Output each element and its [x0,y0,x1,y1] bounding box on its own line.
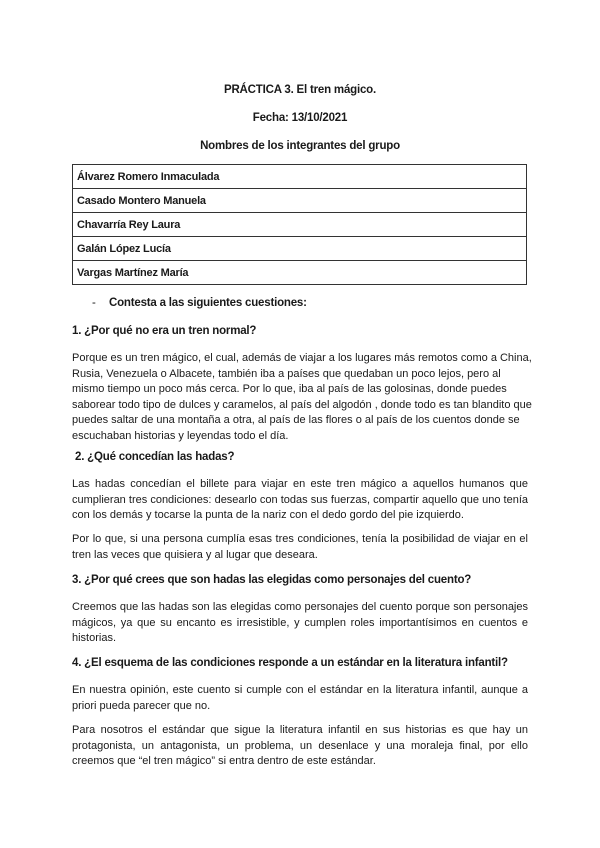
question-4-heading: 4. ¿El esquema de las condiciones responde a un estándar en la literatura infantil? [72,657,508,669]
member-name: Álvarez Romero Inmaculada [73,165,527,189]
question-1-answer-1: Porque es un tren mágico, el cual, además de viajar a los lugares más remotos como a China, Rusia, Venezuela o Albacete, también iba a países que quedaban un poco lejos, pero al mismo tiempo un poco más cerca. Por lo que, iba al país de las golosinas, donde puedes saborear todo tipo de dulces y caramelos, al país del algodón , donde todo es tan blandito que puedes saltar de una montaña a otra, al país de las flores o al país de los cuentos donde se escuchaban historias y leyendas todo el día. [72,352,532,442]
question-2-answer-2: Por lo que, si una persona cumplía esas tres condiciones, tenía la posibilidad de viajar en el tren las veces que quisiera y al lugar que deseara. [72,533,528,561]
member-name: Casado Montero Manuela [73,189,527,213]
question-3-answer-1: Creemos que las hadas son las elegidas como personajes del cuento porque son personajes mágicos, ya que su encanto es irresistible, y cumplen roles importantísimos en cuentos e historias. [72,601,528,644]
members-table [72,164,527,285]
member-name: Chavarría Rey Laura [73,213,527,237]
table-row [73,261,527,285]
question-1-heading: 1. ¿Por qué no era un tren normal? [72,325,257,337]
question-2-heading: 2. ¿Qué concedían las hadas? [75,451,235,463]
table-row [73,189,527,213]
table-row [73,213,527,237]
bullet-dash: - [92,297,96,309]
member-name: Galán López Lucía [73,237,527,261]
member-name: Vargas Martínez María [73,261,527,285]
document-date: Fecha: 13/10/2021 [252,112,348,124]
table-row [73,237,527,261]
question-3-heading: 3. ¿Por qué crees que son hadas las elegidas como personajes del cuento? [72,574,472,586]
question-2-answer-1: Las hadas concedían el billete para viajar en este tren mágico a aquellos humanos que cumplieran tres condiciones: desearlo con todas sus fuerzas, compartir aquello que uno tenía con los demás y tocarse la punta de la nariz con el dedo gordo del pie izquierdo. [72,478,528,521]
instruction-text: Contesta a las siguientes cuestiones: [109,297,307,309]
question-4-answer-1: En nuestra opinión, este cuento si cumple con el estándar en la literatura infantil, aunque a priori pueda parecer que no. [72,684,528,712]
document-title: PRÁCTICA 3. El tren mágico. [223,84,376,96]
table-row [73,165,527,189]
members-heading: Nombres de los integrantes del grupo [200,140,400,152]
question-4-answer-2: Para nosotros el estándar que sigue la literatura infantil en sus historias es que hay un protagonista, un antagonista, un problema, un desenlace y una moraleja final, por ello creemos que “el tren mágico” si entra dentro de este estándar. [72,724,528,767]
instruction-line [92,297,307,309]
